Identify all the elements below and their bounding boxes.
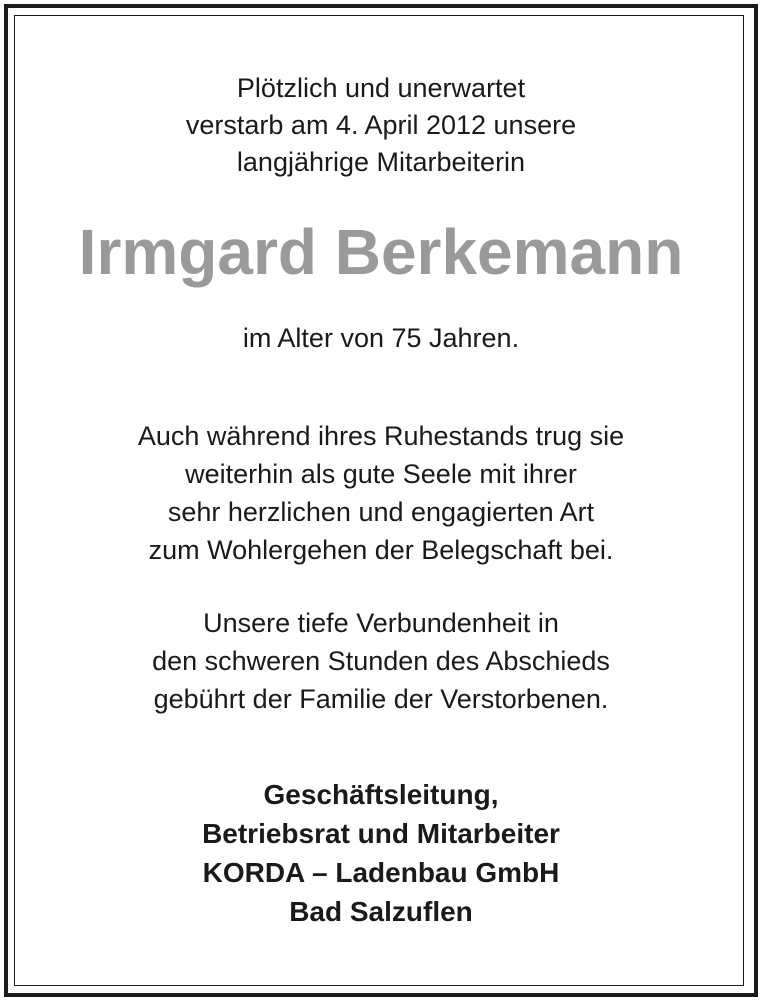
tribute-line: Auch während ihres Ruhestands trug sie xyxy=(137,421,625,451)
signature-line: Bad Salzuflen xyxy=(289,896,473,927)
condolence-line: Unsere tiefe Verbundenheit in xyxy=(203,608,559,638)
tribute-line: weiterhin als gute Seele mit ihrer xyxy=(185,459,577,489)
tribute-paragraph xyxy=(0,417,762,569)
signature-block xyxy=(0,775,762,931)
intro-text xyxy=(0,70,762,181)
condolence-line: den schweren Stunden des Abschieds xyxy=(152,646,610,676)
signature-line: Betriebsrat und Mitarbeiter xyxy=(202,818,560,849)
signature-line: KORDA – Ladenbau GmbH xyxy=(202,857,560,888)
tribute-line: zum Wohlergehen der Belegschaft bei. xyxy=(148,535,614,565)
tribute-line: sehr herzlichen und engagierten Art xyxy=(167,497,595,527)
intro-line: Plötzlich und unerwartet xyxy=(236,73,526,103)
signature-line: Geschäftsleitung, xyxy=(263,779,499,810)
condolence-paragraph xyxy=(0,604,762,718)
deceased-name: Irmgard Berkemann xyxy=(78,216,684,288)
intro-line: langjährige Mitarbeiterin xyxy=(236,147,526,177)
condolence-line: gebührt der Familie der Verstorbenen. xyxy=(153,684,609,714)
intro-line: verstarb am 4. April 2012 unsere xyxy=(185,110,577,140)
age-line: im Alter von 75 Jahren. xyxy=(242,323,520,353)
